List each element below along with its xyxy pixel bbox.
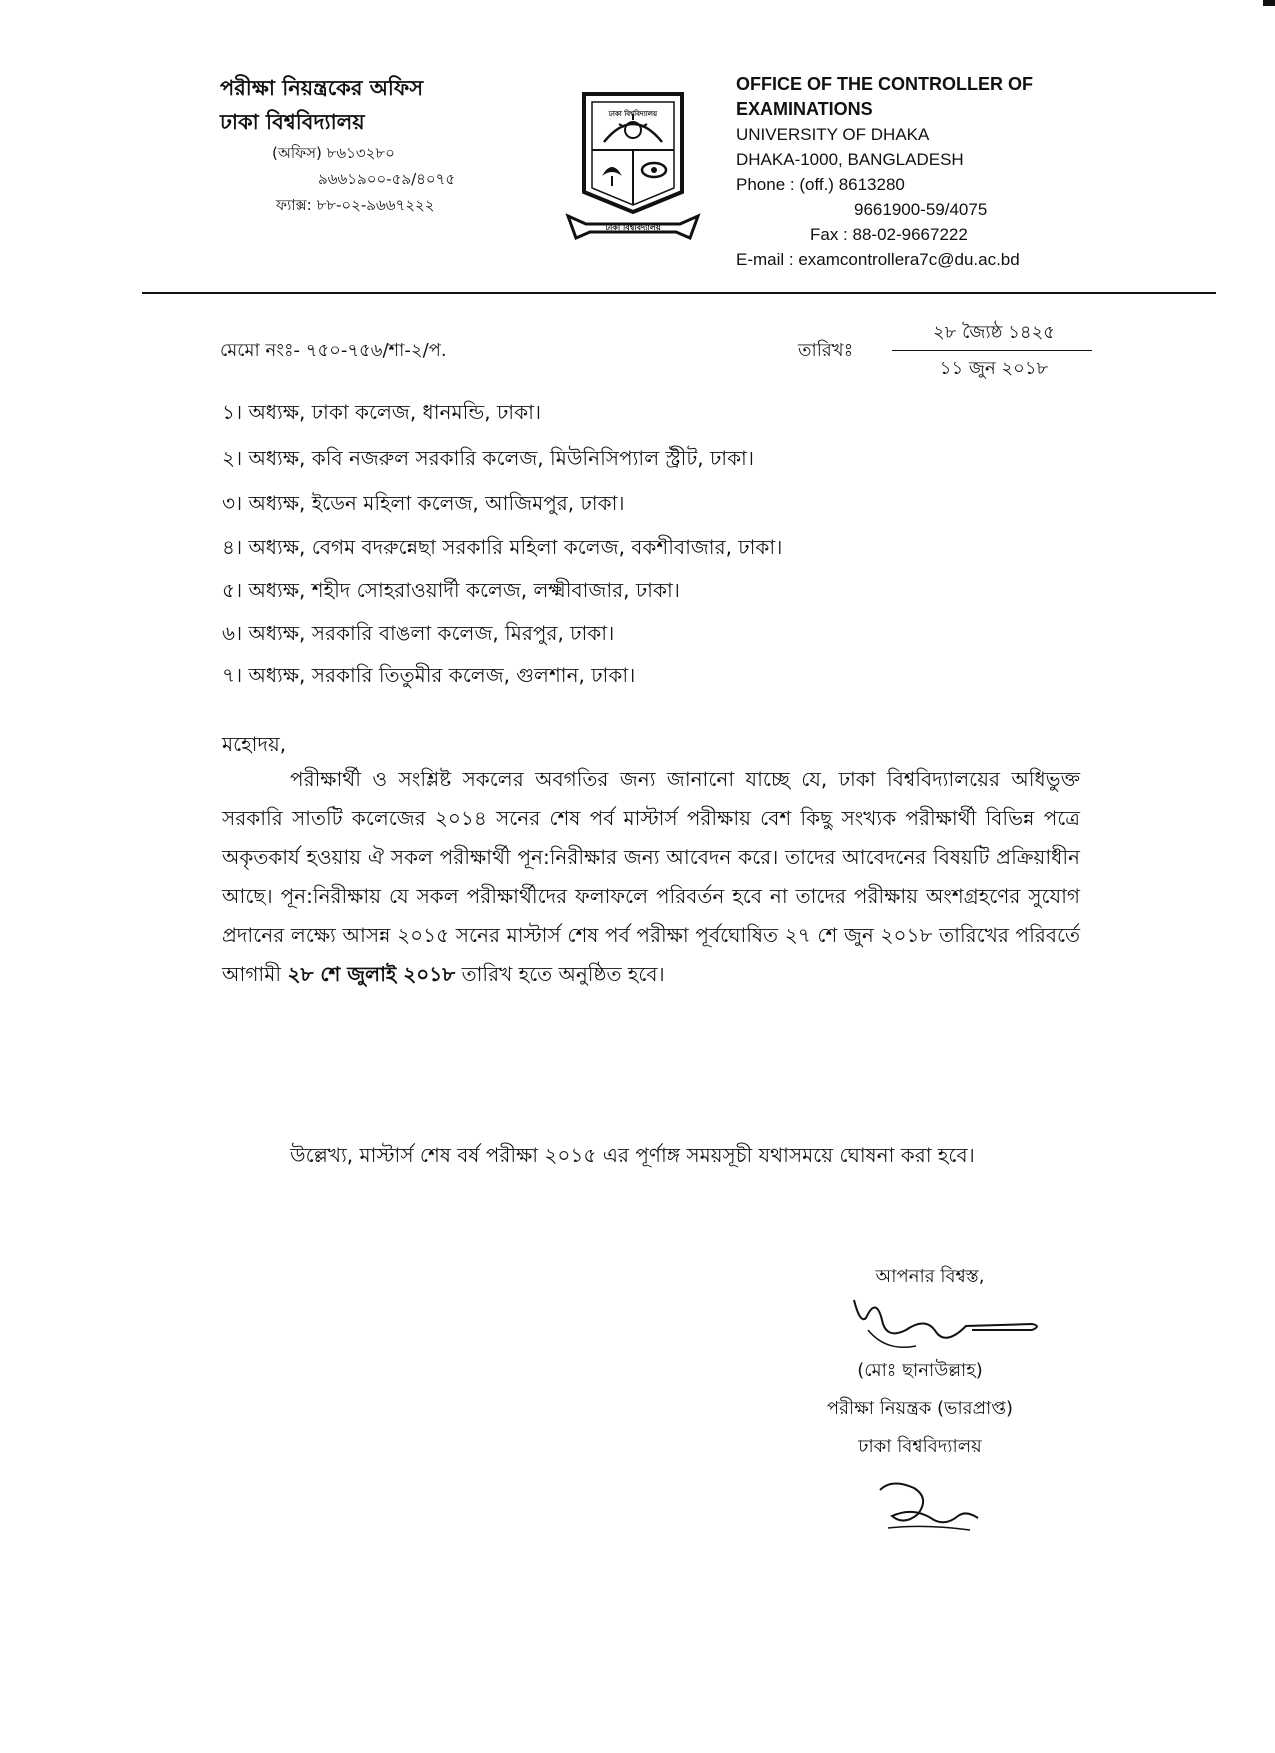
university-logo xyxy=(564,84,702,252)
phone-bn-2: ৯৬৬১৯০০-৫৯/৪০৭৫ xyxy=(318,170,456,188)
signatory-org: ঢাকা বিশ্ববিদ্যালয় xyxy=(858,1436,982,1457)
date-bangla: ২৮ জ্যৈষ্ঠ ১৪২৫ xyxy=(933,322,1055,343)
salutation: মহোদয়, xyxy=(222,732,287,756)
email-en: E-mail : examcontrollera7c@du.ac.bd xyxy=(736,250,1020,269)
exam-date-highlight: ২৮ শে জুলাই ২০১৮ xyxy=(287,962,456,986)
recipient-6: ৬। অধ্যক্ষ, সরকারি বাঙলা কলেজ, মিরপুর, ঢাকা। xyxy=(222,621,615,645)
logo-text-bottom: ঢাকা বিশ্ববিদ্যালয় xyxy=(605,223,661,232)
recipient-2: ২। অধ্যক্ষ, কবি নজরুল সরকারি কলেজ, মিউনিসিপ্যাল স্ট্রীট, ঢাকা। xyxy=(222,446,755,470)
recipient-3: ৩। অধ্যক্ষ, ইডেন মহিলা কলেজ, আজিমপুর, ঢাকা। xyxy=(222,491,625,515)
signatory-name: (মোঃ ছানাউল্লাহ) xyxy=(857,1360,983,1381)
header-divider xyxy=(142,292,1216,294)
logo-text-top: ঢাকা বিশ্ববিদ্যালয় xyxy=(608,110,658,118)
recipient-1: ১। অধ্যক্ষ, ঢাকা কলেজ, ধানমন্ডি, ঢাকা। xyxy=(222,400,542,424)
date-divider-line xyxy=(892,350,1092,351)
address-en: DHAKA-1000, BANGLADESH xyxy=(736,150,964,169)
para1-text-a: পরীক্ষার্থী ও সংশ্লিষ্ট সকলের অবগতির জন্য জানানো যাচ্ছে যে, ঢাকা বিশ্ববিদ্যালয়ের অধিভুক্ত সরকারি সাতটি কলেজের ২০১৪ সনের শেষ পর্ব মাস্টার্স পরীক্ষায় বেশ কিছু সংখ্যক পরীক্ষার্থী বিভিন্ন পত্রে অকৃতকার্য হওয়ায় ঐ সকল পরীক্ষার্থী পূন:নিরীক্ষার জন্য আবেদন করে। তাদের আবেদনের বিষয়টি প্রক্রিয়াধীন আছে। পূন:নিরীক্ষায় যে সকল পরীক্ষার্থীদের ফলাফলে পরিবর্তন হবে না তাদের পরীক্ষায় অংশগ্রহণের সুযোগ প্রদানের লক্ষ্যে আসন্ন ২০১৫ সনের মাস্টার্স শেষ পর্ব পরীক্ষা পূর্বঘোষিত ২৭ শে জুন ২০১৮ তারিখের পরিবর্তে আগামী xyxy=(222,767,1080,986)
handwritten-signature-icon xyxy=(846,1290,1046,1360)
office-name-en-line2: EXAMINATIONS xyxy=(736,99,873,119)
recipient-7: ৭। অধ্যক্ষ, সরকারি তিতুমীর কলেজ, গুলশান, ঢাকা। xyxy=(222,663,636,687)
date-gregorian: ১১ জুন ২০১৮ xyxy=(939,358,1049,379)
recipient-5: ৫। অধ্যক্ষ, শহীদ সোহরাওয়ার্দী কলেজ, লক্ষ্মীবাজার, ঢাকা। xyxy=(222,578,680,602)
university-name-en: UNIVERSITY OF DHAKA xyxy=(736,125,930,144)
recipient-4: ৪। অধ্যক্ষ, বেগম বদরুন্নেছা সরকারি মহিলা কলেজ, বকশীবাজার, ঢাকা। xyxy=(222,535,783,559)
university-name-bn: ঢাকা বিশ্ববিদ্যালয় xyxy=(220,110,365,134)
body-paragraph-2: উল্লেখ্য, মাস্টার্স শেষ বর্ষ পরীক্ষা ২০১৫ এর পূর্ণাঙ্গ সময়সূচী যথাসময়ে ঘোষনা করা হবে। xyxy=(290,1143,975,1167)
memo-number: মেমো নংঃ- ৭৫০-৭৫৬/শা-২/প. xyxy=(220,340,447,361)
phone-bn-1: (অফিস) ৮৬১৩২৮০ xyxy=(272,144,395,162)
office-name-en-line1: OFFICE OF THE CONTROLLER OF xyxy=(736,74,1033,94)
office-name-bn: পরীক্ষা নিয়ন্ত্রকের অফিস xyxy=(220,76,424,100)
fax-en: Fax : 88-02-9667222 xyxy=(810,225,968,244)
scan-corner-mark xyxy=(1263,0,1275,6)
closing: আপনার বিশ্বস্ত, xyxy=(875,1266,985,1287)
body-paragraph-1 xyxy=(222,760,1080,994)
handwritten-initial-icon xyxy=(874,1476,984,1536)
date-label: তারিখঃ xyxy=(798,340,854,361)
fax-bn: ফ্যাক্স: ৮৮-০২-৯৬৬৭২২২ xyxy=(276,196,435,214)
phone-en-2: 9661900-59/4075 xyxy=(854,200,988,219)
header-right-block xyxy=(736,72,1076,272)
signatory-title: পরীক্ষা নিয়ন্ত্রক (ভারপ্রাপ্ত) xyxy=(826,1398,1014,1419)
para1-text-b: তারিখ হতে অনুষ্ঠিত হবে। xyxy=(461,962,665,986)
phone-en: Phone : (off.) 8613280 xyxy=(736,175,905,194)
